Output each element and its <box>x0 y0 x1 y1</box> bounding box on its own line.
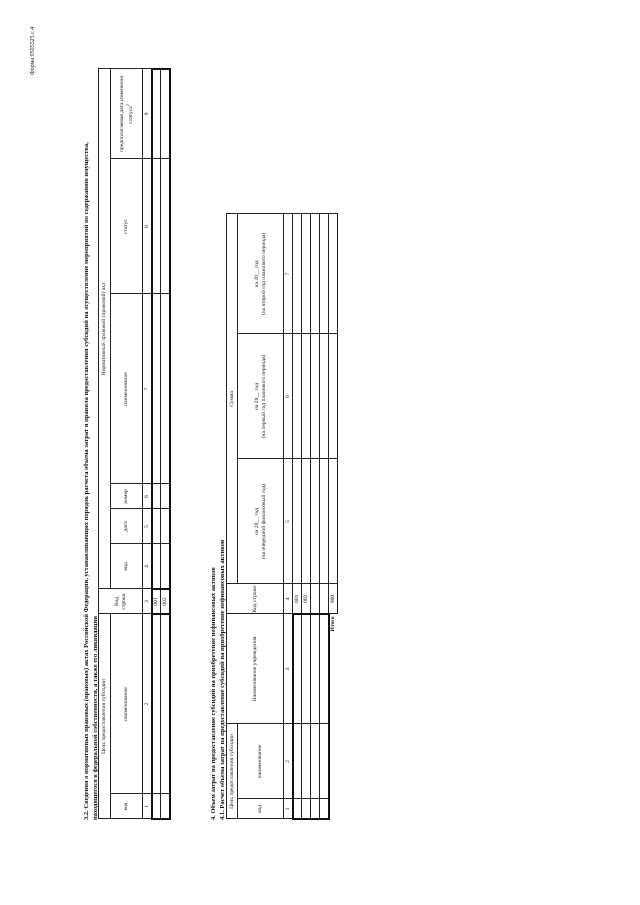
colnum: 6 <box>143 484 152 509</box>
header-status: статус <box>111 159 143 294</box>
cell[interactable] <box>320 334 329 459</box>
header-year3: на 20__ год (на второй год планового периода) <box>238 214 284 334</box>
header-purpose: Цель предоставления субсидии <box>227 724 238 819</box>
table-row <box>320 214 329 819</box>
cell[interactable] <box>302 334 311 459</box>
cell[interactable] <box>320 614 329 724</box>
colnum: 2 <box>284 724 293 799</box>
colnum: 1 <box>284 799 293 819</box>
cell[interactable] <box>302 799 311 819</box>
cell[interactable] <box>152 614 161 794</box>
cell[interactable] <box>311 614 320 724</box>
header-year1: на 20__ год (на очередной финансовый год) <box>238 459 284 584</box>
header-row-code: Код строки <box>99 589 143 614</box>
cell[interactable] <box>152 69 161 159</box>
colnum: 3 <box>284 614 293 724</box>
colnum: 1 <box>143 794 152 819</box>
cell[interactable] <box>302 459 311 584</box>
table-row <box>302 214 311 819</box>
cell[interactable] <box>320 799 329 819</box>
cell[interactable] <box>311 799 320 819</box>
total-cell[interactable] <box>329 214 338 334</box>
header-sums: Сумма <box>227 214 238 584</box>
cell[interactable] <box>161 484 170 509</box>
cell[interactable] <box>320 214 329 334</box>
cell[interactable] <box>311 334 320 459</box>
total-label: Итого <box>330 616 337 632</box>
cell[interactable] <box>152 509 161 544</box>
cell[interactable] <box>302 614 311 724</box>
row-code: 001 <box>152 589 161 614</box>
colnum: 8 <box>143 159 152 294</box>
section-3-2-heading-cont: находящегося в федеральной собственности, а также его ликвидации <box>92 616 99 820</box>
cell[interactable] <box>311 584 320 614</box>
row-code: 002 <box>302 584 311 614</box>
header-expected-date: предполагаемая дата изменения статуса$^2$ <box>111 69 143 159</box>
cell[interactable] <box>302 214 311 334</box>
column-number-row <box>284 214 293 819</box>
table-row <box>311 214 320 819</box>
cell[interactable] <box>293 334 302 459</box>
row-code: 001 <box>293 584 302 614</box>
row-code: 002 <box>161 589 170 614</box>
total-cell[interactable] <box>329 459 338 584</box>
cell[interactable] <box>320 724 329 799</box>
colnum: 5 <box>143 509 152 544</box>
total-cell[interactable] <box>329 334 338 459</box>
cell[interactable] <box>311 459 320 584</box>
colnum: 3 <box>143 589 152 614</box>
section-4-heading: 4. Объем затрат на предоставление субсидий на приобретение нефинансовых активов <box>210 567 217 820</box>
cell[interactable] <box>152 159 161 294</box>
cell[interactable] <box>161 509 170 544</box>
assets-table <box>226 213 338 820</box>
header-row-code: Код строки <box>227 584 284 614</box>
footnote-mark: 2 <box>124 104 130 107</box>
cell[interactable] <box>152 794 161 819</box>
cell[interactable] <box>293 614 302 724</box>
colnum: 2 <box>143 614 152 794</box>
cell[interactable] <box>152 544 161 589</box>
section-4-1-heading: 4.1. Расчет объема затрат на предоставление субсидий на приобретение нефинансовых активов <box>219 539 226 820</box>
header-code: код <box>111 794 143 819</box>
cell[interactable] <box>293 459 302 584</box>
cell[interactable] <box>302 724 311 799</box>
colnum: 4 <box>143 544 152 589</box>
colnum: 9 <box>143 69 152 159</box>
cell[interactable] <box>161 294 170 484</box>
column-number-row <box>143 69 152 819</box>
header-purpose: Цель предоставления субсидии <box>99 614 111 819</box>
header-institution: Наименование учреждения <box>227 614 284 724</box>
header-code: код <box>238 799 284 819</box>
table-row <box>152 69 161 819</box>
cell[interactable] <box>161 69 170 159</box>
total-code: 900 <box>329 584 338 614</box>
nla-table <box>98 68 171 820</box>
cell[interactable] <box>161 544 170 589</box>
colnum: 5 <box>284 459 293 584</box>
cell[interactable] <box>320 584 329 614</box>
table-row <box>293 214 302 819</box>
cell[interactable] <box>161 159 170 294</box>
header-year2: на 20__ год (на первый год планового периода) <box>238 334 284 459</box>
cell[interactable] <box>152 484 161 509</box>
cell[interactable] <box>293 214 302 334</box>
total-row <box>329 214 338 819</box>
colnum: 6 <box>284 334 293 459</box>
table-row <box>161 69 170 819</box>
cell[interactable] <box>152 294 161 484</box>
header-date: дата <box>111 509 143 544</box>
cell[interactable] <box>311 724 320 799</box>
cell[interactable] <box>311 214 320 334</box>
cell[interactable] <box>320 459 329 584</box>
colnum: 4 <box>284 584 293 614</box>
cell[interactable] <box>293 724 302 799</box>
colnum: 7 <box>284 214 293 334</box>
cell[interactable] <box>161 794 170 819</box>
header-number: номер <box>111 484 143 509</box>
section-3-2-heading: 3.2. Сведения о нормативных правовых (правовых) актах Российской Федерации, устанавливающих порядок расчета объема затрат и правила предоставления субсидий на осуществление мероприятий по содержанию имущества, <box>83 142 90 820</box>
cell[interactable] <box>293 799 302 819</box>
header-type: вид <box>111 544 143 589</box>
header-name: наименование <box>111 614 143 794</box>
header-nla-name: наименование <box>111 294 143 484</box>
header-nla: Нормативный правовой (правовой) акт <box>99 69 111 589</box>
cell[interactable] <box>161 614 170 794</box>
header-name: наименование <box>238 724 284 799</box>
form-number: Форма 0505525 с.4 <box>30 26 36 75</box>
colnum: 7 <box>143 294 152 484</box>
